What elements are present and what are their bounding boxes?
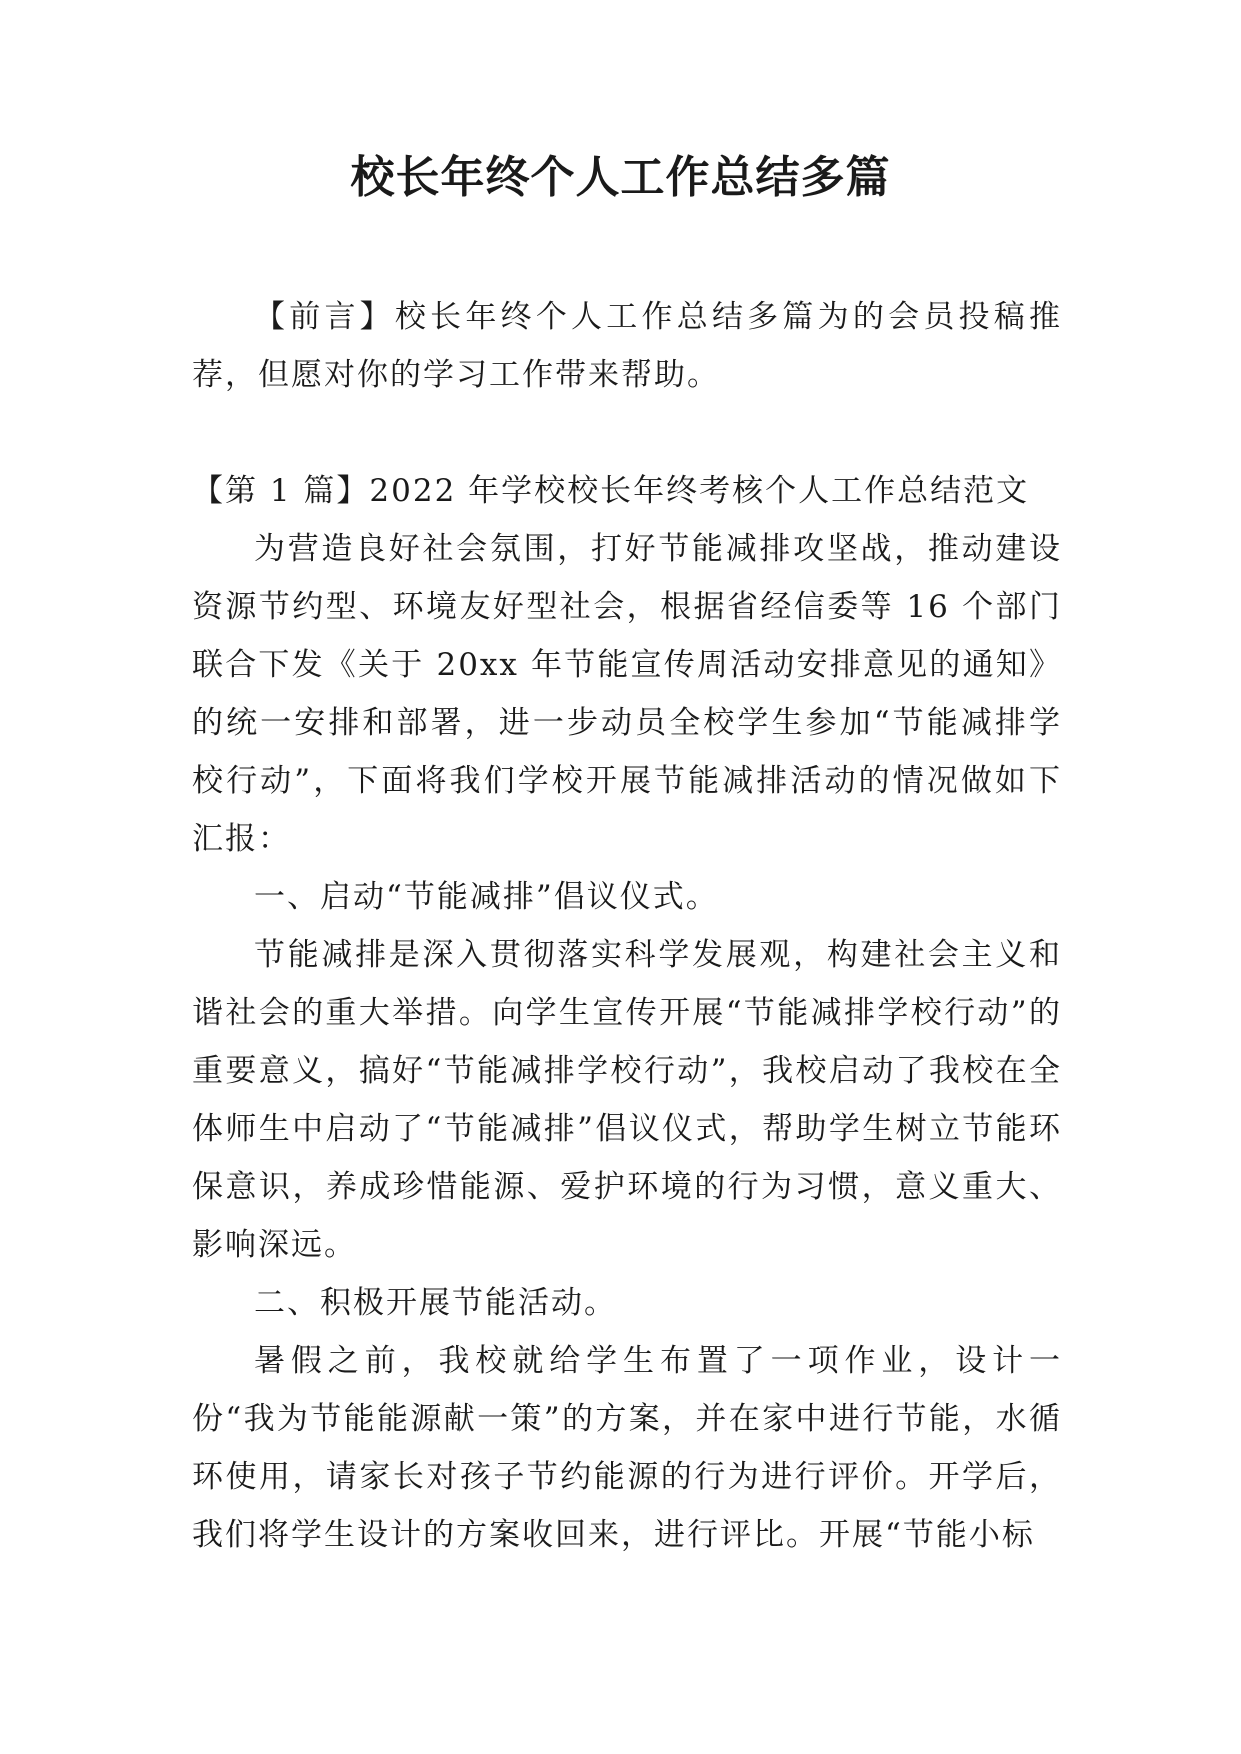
section-heading: 一、启动“节能减排”倡议仪式。	[254, 879, 719, 915]
article-heading: 【第 1 篇】2022 年学校校长年终考核个人工作总结范文	[192, 473, 1030, 509]
document-body	[192, 288, 1062, 1564]
body-paragraph: 为营造良好社会氛围，打好节能减排攻坚战，推动建设资源节约型、环境友好型社会，根据省经信委等 16 个部门联合下发《关于 20xx 年节能宣传周活动安排意见的通知》的统一安排和部署，进一步动员全校学生参加“节能减排学校行动”，下面将我们学校开展节能减排活动的情况做如下汇报：	[192, 531, 1062, 857]
document-title: 校长年终个人工作总结多篇	[350, 152, 891, 203]
preface-paragraph: 【前言】校长年终个人工作总结多篇为的会员投稿推荐，但愿对你的学习工作带来帮助。	[192, 299, 1062, 393]
body-paragraph: 暑假之前，我校就给学生布置了一项作业，设计一份“我为节能能源献一策”的方案，并在家中进行节能，水循环使用，请家长对孩子节约能源的行为进行评价。开学后，我们将学生设计的方案收回来，进行评比。开展“节能小标	[192, 1343, 1062, 1553]
section-heading: 二、积极开展节能活动。	[254, 1285, 617, 1321]
body-paragraph: 节能减排是深入贯彻落实科学发展观，构建社会主义和谐社会的重大举措。向学生宣传开展“节能减排学校行动”的重要意义，搞好“节能减排学校行动”，我校启动了我校在全体师生中启动了“节能减排”倡议仪式，帮助学生树立节能环保意识，养成珍惜能源、爱护环境的行为习惯，意义重大、影响深远。	[192, 937, 1062, 1263]
